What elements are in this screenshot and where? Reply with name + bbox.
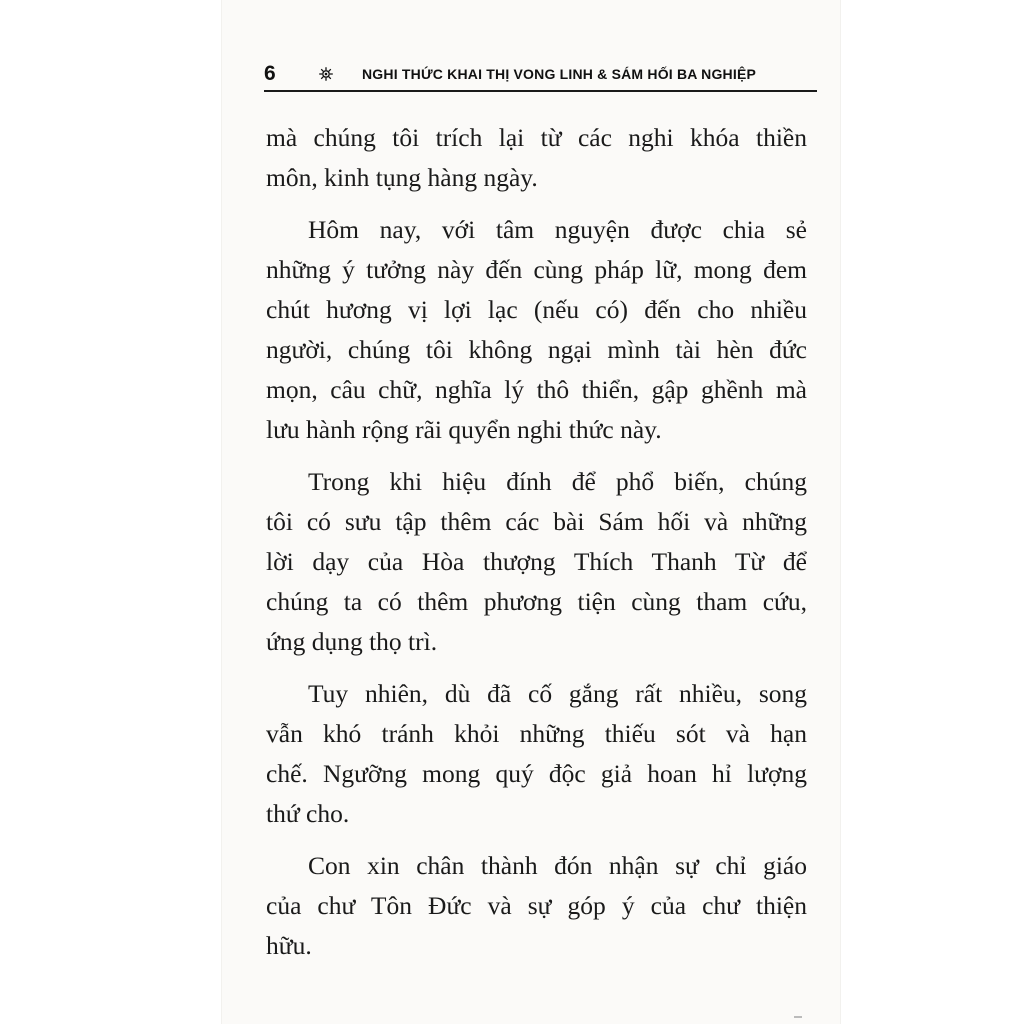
text-line: mà chúng tôi trích lại từ các nghi khóa thiền bbox=[266, 123, 807, 152]
text-line: ứng dụng thọ trì. bbox=[266, 627, 438, 656]
paragraph-3 bbox=[266, 462, 807, 662]
text-line: môn, kinh tụng hàng ngày. bbox=[266, 163, 538, 192]
text-line: lưu hành rộng rãi quyển nghi thức này. bbox=[266, 415, 662, 444]
text-line: thứ cho. bbox=[266, 799, 350, 828]
text-line: vẫn khó tránh khỏi những thiếu sót và hạn bbox=[266, 719, 807, 748]
page-number: 6 bbox=[264, 62, 276, 85]
text-line: chút hương vị lợi lạc (nếu có) đến cho nhiều bbox=[266, 295, 807, 324]
book-title: NGHI THỨC KHAI THỊ VONG LINH & SÁM HỐI BA NGHIỆP bbox=[362, 66, 757, 82]
text-line: người, chúng tôi không ngại mình tài hèn đức bbox=[266, 335, 807, 364]
paragraph-5 bbox=[266, 846, 807, 966]
lotus-ornament-icon bbox=[318, 66, 334, 82]
text-line: tôi có sưu tập thêm các bài Sám hối và những bbox=[266, 507, 807, 536]
paragraph-2 bbox=[266, 210, 807, 450]
text-line: mọn, câu chữ, nghĩa lý thô thiển, gập ghềnh mà bbox=[266, 375, 807, 404]
text-line: Trong khi hiệu đính để phổ biến, chúng bbox=[308, 467, 807, 496]
text-line: Con xin chân thành đón nhận sự chỉ giáo bbox=[308, 851, 807, 880]
text-line: chế. Ngưỡng mong quý độc giả hoan hỉ lượng bbox=[266, 759, 807, 788]
text-line: của chư Tôn Đức và sự góp ý của chư thiện bbox=[266, 891, 807, 920]
body-text bbox=[266, 118, 807, 978]
text-line: chúng ta có thêm phương tiện cùng tham cứu, bbox=[266, 587, 807, 616]
paper-speck bbox=[794, 1016, 802, 1018]
text-line: Hôm nay, với tâm nguyện được chia sẻ bbox=[308, 215, 807, 244]
paragraph-1 bbox=[266, 118, 807, 198]
paragraph-4 bbox=[266, 674, 807, 834]
book-page bbox=[222, 0, 840, 1024]
running-header bbox=[264, 62, 817, 92]
text-line: Tuy nhiên, dù đã cố gắng rất nhiều, song bbox=[308, 679, 807, 708]
text-line: lời dạy của Hòa thượng Thích Thanh Từ để bbox=[266, 547, 807, 576]
text-line: hữu. bbox=[266, 931, 312, 960]
text-line: những ý tưởng này đến cùng pháp lữ, mong đem bbox=[266, 255, 807, 284]
